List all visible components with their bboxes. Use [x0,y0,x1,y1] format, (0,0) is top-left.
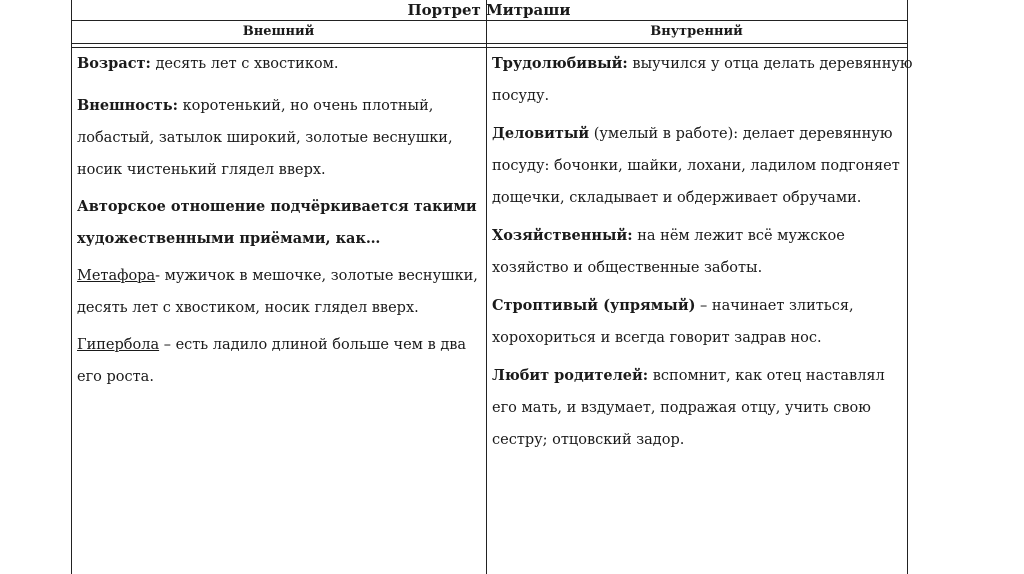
author-attitude-line-1: Авторское отношение подчёркивается такими [77,198,477,215]
hyperbole-line-1: – есть ладило длиной больше чем в два [159,337,467,353]
appearance-line-3: носик чистенький глядел вверх. [77,162,326,178]
loves-parents-line-2: его мать, и вздумает, подражая отцу, учить свою [492,400,871,416]
title-divider [71,20,907,21]
hardworking-paragraph [492,48,913,112]
hardworking-line-1: выучился у отца делать деревянную [627,56,913,72]
hyperbole-paragraph [77,329,482,393]
header-divider-top [71,43,907,44]
loves-parents-paragraph [492,360,902,456]
appearance-label: Внешность: [77,97,178,114]
appearance-line-1: коротенький, но очень плотный, [177,98,434,114]
author-attitude-paragraph [77,191,482,255]
table-border-left [71,0,72,574]
inner-column [492,48,913,460]
stubborn-line-2: хорохориться и всегда говорит задрав нос. [492,330,822,346]
appearance-line-2: лобастый, затылок широкий, золотые веснушки, [77,130,453,146]
age-paragraph [77,48,482,80]
column-header-inner: Внутренний [650,24,743,39]
thrifty-paragraph [492,220,902,284]
hardworking-label: Трудолюбивый: [492,55,628,72]
loves-parents-label: Любит родителей: [492,367,649,384]
stubborn-line-1: – начинает злиться, [695,298,854,314]
stubborn-label: Строптивый (упрямый) [492,297,696,314]
appearance-paragraph [77,90,482,186]
businesslike-line-1: (умелый в работе): делает деревянную [589,126,893,142]
metaphor-term: Метафора [77,268,156,284]
age-label: Возраст: [77,55,151,72]
businesslike-line-2: посуду: бочонки, шайки, лохани, ладилом подгоняет [492,158,900,174]
thrifty-line-1: на нём лежит всё мужское [632,228,845,244]
hardworking-line-2: посуду. [492,88,550,104]
outer-column [77,48,482,397]
hyperbole-line-2: его роста. [77,369,154,385]
column-header-outer: Внешний [242,24,315,39]
thrifty-label: Хозяйственный: [492,227,633,244]
metaphor-paragraph [77,260,482,324]
loves-parents-line-1: вспомнит, как отец наставлял [648,368,885,384]
table-border-right [907,0,908,574]
table-column-divider [486,0,487,574]
metaphor-line-1: - мужичок в мешочке, золотые веснушки, [155,268,478,284]
loves-parents-line-3: сестру; отцовский задор. [492,432,685,448]
hyperbole-term: Гипербола [77,337,160,353]
stubborn-paragraph [492,290,902,354]
metaphor-line-2: десять лет с хвостиком, носик глядел вверх. [77,300,419,316]
thrifty-line-2: хозяйство и общественные заботы. [492,260,763,276]
businesslike-label: Деловитый [492,125,590,142]
age-text: десять лет с хвостиком. [150,56,339,72]
table-title: Портрет Митраши [407,1,571,19]
author-attitude-line-2: художественными приёмами, как… [77,230,381,247]
businesslike-paragraph [492,118,902,214]
businesslike-line-3: дощечки, складывает и обдерживает обручами. [492,190,862,206]
